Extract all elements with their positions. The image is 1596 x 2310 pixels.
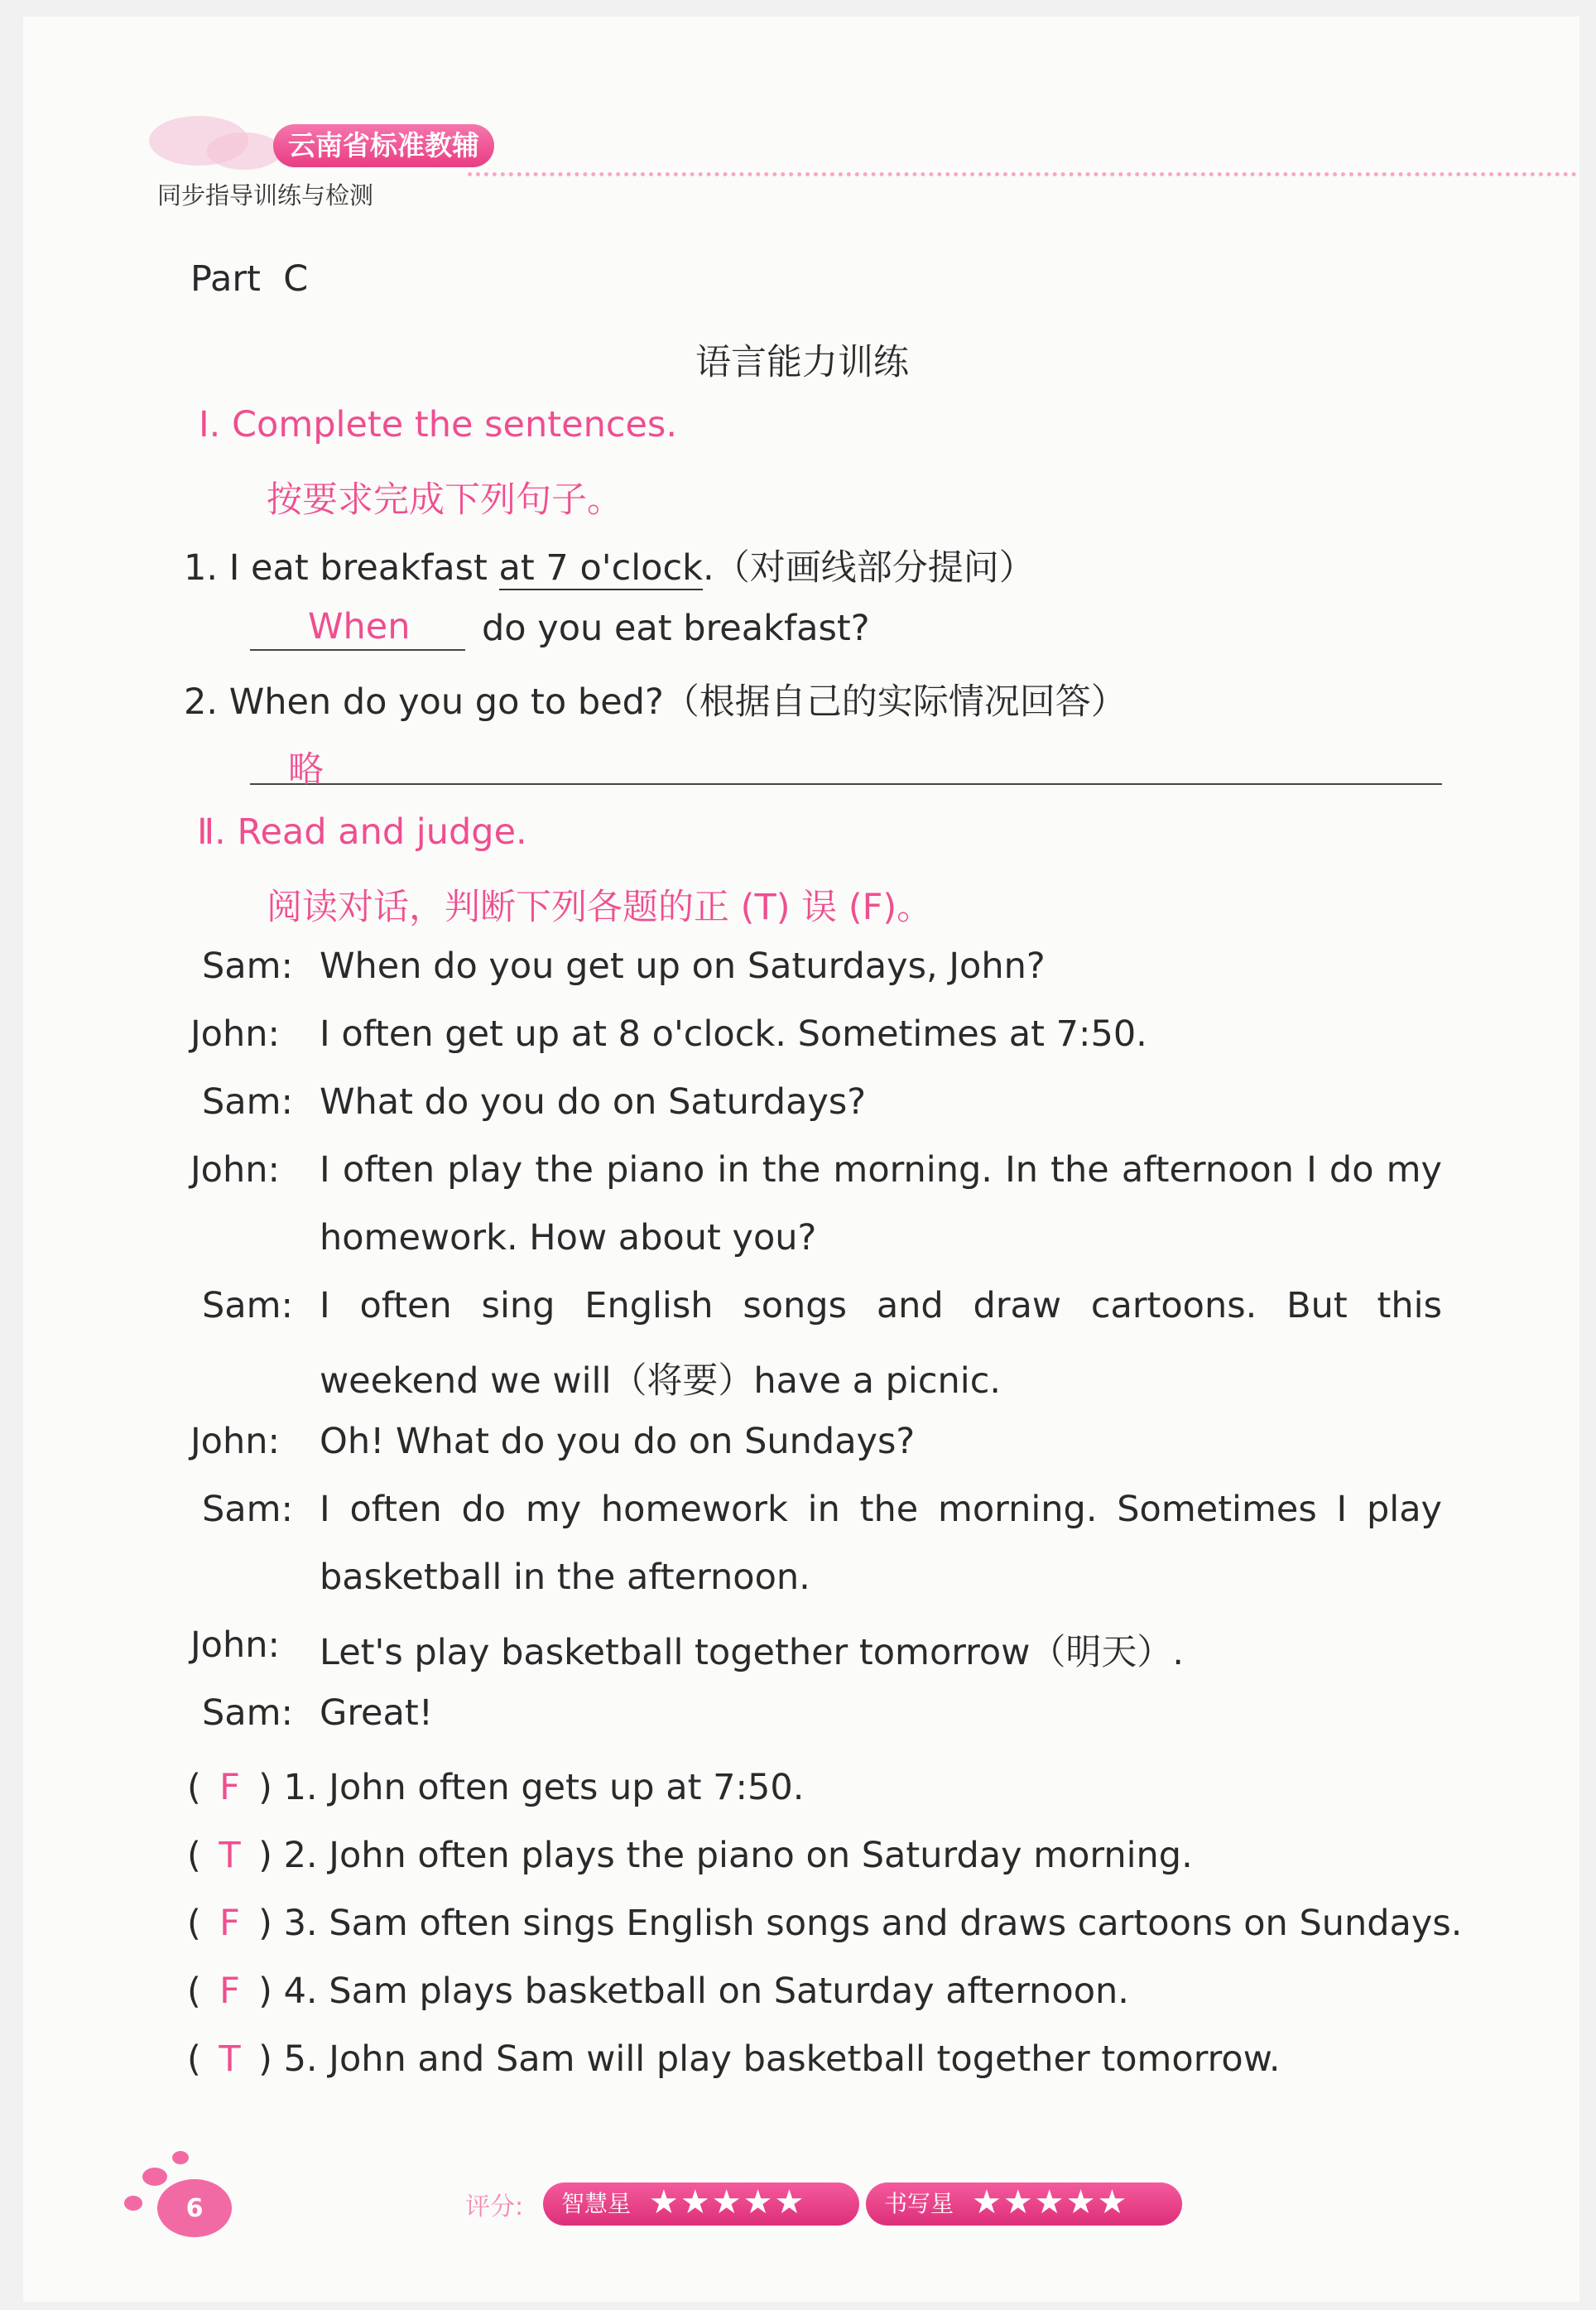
section-heading: 语言能力训练 — [695, 342, 909, 383]
footer-decoration — [172, 2151, 189, 2164]
paren-open: ( — [187, 1835, 213, 1876]
dialogue-speaker: Sam: — [202, 1285, 294, 1326]
dialogue-line: When do you get up on Saturdays, John? — [320, 946, 1046, 987]
writing-star-rating — [866, 2182, 1182, 2226]
part-title: Part C — [190, 258, 309, 300]
dialogue-line: What do you do on Saturdays? — [320, 1081, 867, 1123]
dialogue-line: Oh! What do you do on Sundays? — [320, 1421, 916, 1462]
dialogue-line: I often do my homework in the morning. Sometimes I play — [320, 1489, 1442, 1530]
paren-close: ) — [247, 1767, 284, 1808]
paren-open: ( — [187, 2038, 213, 2080]
judgement-answer: F — [219, 1903, 240, 1944]
paren-close: ) — [247, 1903, 284, 1944]
q1-text-pre: 1. I eat breakfast — [184, 547, 499, 589]
judgement-answer: T — [219, 2038, 241, 2080]
section1-instruction: 按要求完成下列句子。 — [267, 479, 623, 521]
page-number: 6 — [157, 2179, 232, 2237]
q2-answer: 略 — [288, 749, 324, 791]
dialogue-speaker: John: — [190, 1421, 280, 1462]
dialogue-speaker: John: — [190, 1624, 280, 1666]
footer-decoration — [124, 2196, 142, 2211]
score-label: 评分: — [465, 2192, 524, 2221]
series-badge: 云南省标准教辅 — [273, 124, 494, 167]
paren-close: ) — [247, 1971, 284, 2012]
q1-text-post: .（对画线部分提问） — [703, 547, 1035, 589]
judgement-statement: 3. Sam often sings English songs and draws cartoons on Sundays. — [283, 1903, 1463, 1944]
dialogue-speaker: Sam: — [202, 1081, 294, 1123]
dialogue-speaker: Sam: — [202, 946, 294, 987]
judgement-statement: 1. John often gets up at 7:50. — [283, 1767, 805, 1808]
judgement-statement: 5. John and Sam will play basketball together tomorrow. — [283, 2038, 1281, 2080]
writing-star-icons: ★★★★★ — [972, 2183, 1129, 2221]
section1-title: Ⅰ. Complete the sentences. — [199, 404, 678, 445]
paren-close: ) — [247, 2038, 284, 2080]
wisdom-star-rating — [543, 2182, 859, 2226]
dialogue-line: weekend we will（将要）have a picnic. — [320, 1360, 1002, 1402]
judgement-row — [187, 1767, 804, 1808]
q1-rest: do you eat breakfast? — [482, 608, 870, 649]
paren-open: ( — [187, 1767, 213, 1808]
judgement-answer: T — [219, 1835, 241, 1876]
dialogue-line: I often get up at 8 o'clock. Sometimes at 7:50. — [320, 1013, 1147, 1055]
judgement-row — [187, 2038, 1281, 2080]
header-dotted-line — [468, 172, 1577, 176]
question-1 — [184, 540, 1035, 590]
dialogue-line: I often sing English songs and draw cartoons. But this — [320, 1285, 1442, 1326]
judgement-row — [187, 1903, 1462, 1944]
judgement-row — [187, 1835, 1193, 1876]
judgement-answer: F — [219, 1767, 240, 1808]
dialogue-line: I often play the piano in the morning. In the afternoon I do my — [320, 1149, 1442, 1191]
header-decoration — [207, 132, 281, 170]
wisdom-star-icons: ★★★★★ — [649, 2183, 806, 2221]
dialogue-line: homework. How about you? — [320, 1217, 817, 1258]
q1-answer: When — [308, 606, 411, 647]
judgement-statement: 4. Sam plays basketball on Saturday afternoon. — [283, 1971, 1129, 2012]
answer-line — [250, 783, 1442, 785]
q1-underlined-text: at 7 o'clock — [498, 547, 704, 589]
wisdom-star-label: 智慧星 — [561, 2190, 632, 2217]
judgement-statement: 2. John often plays the piano on Saturday morning. — [283, 1835, 1193, 1876]
dialogue-line: Great! — [320, 1692, 433, 1734]
question-2: 2. When do you go to bed?（根据自己的实际情况回答） — [184, 681, 1127, 723]
dialogue-speaker: John: — [190, 1149, 280, 1191]
paren-open: ( — [187, 1971, 213, 2012]
paren-close: ) — [247, 1835, 284, 1876]
dialogue-line: Let's play basketball together tomorrow（明天）. — [320, 1632, 1185, 1673]
writing-star-label: 书写星 — [884, 2190, 954, 2217]
judgement-answer: F — [219, 1971, 240, 2012]
dialogue-speaker: Sam: — [202, 1489, 294, 1530]
paren-open: ( — [187, 1903, 213, 1944]
dialogue-speaker: John: — [190, 1013, 280, 1055]
dialogue-speaker: Sam: — [202, 1692, 294, 1734]
section2-instruction: 阅读对话，判断下列各题的正 (T) 误 (F)。 — [267, 887, 933, 928]
book-subtitle: 同步指导训练与检测 — [157, 181, 374, 209]
dialogue-line: basketball in the afternoon. — [320, 1557, 810, 1598]
judgement-row — [187, 1971, 1129, 2012]
answer-blank — [250, 649, 465, 651]
footer-decoration — [142, 2168, 167, 2186]
section2-title: Ⅱ. Read and judge. — [197, 811, 527, 853]
